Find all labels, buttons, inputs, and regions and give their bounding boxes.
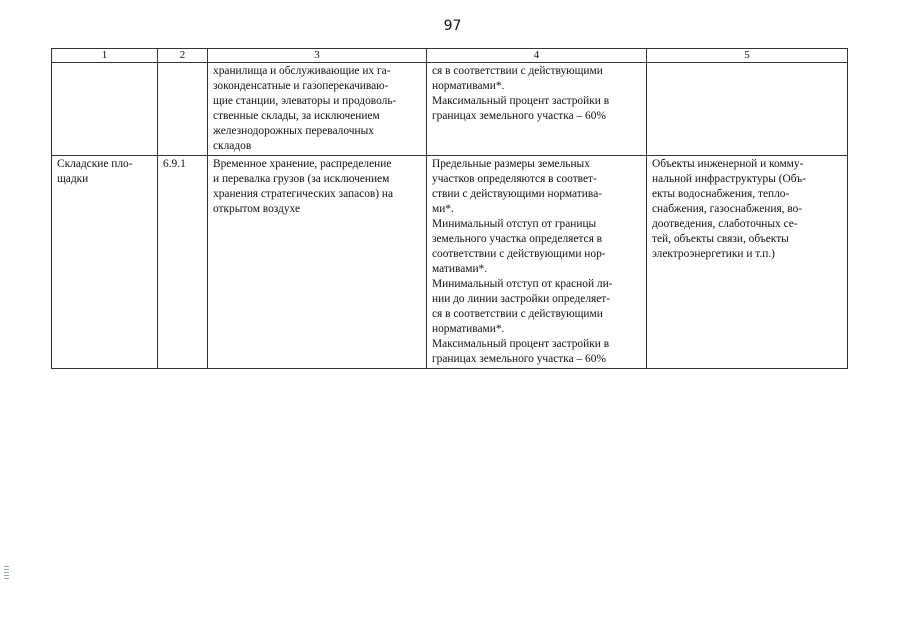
cell-auxiliary-uses [647,63,848,156]
cell-use-code: 6.9.1 [158,156,208,369]
cell-use-description: хранилища и обслуживающие их га- зоконденсатные и газоперекачиваю- щие станции, элеваторы и продоволь- ственные склады, за исключением железнодорожных перевалочных складов [208,63,427,156]
column-header-4: 4 [427,49,647,63]
cell-parameters: ся в соответствии с действующими нормативами*. Максимальный процент застройки в границах земельного участка – 60% [427,63,647,156]
column-header-5: 5 [647,49,848,63]
cell-use-code [158,63,208,156]
cell-use-name [52,63,158,156]
zoning-table [51,48,848,369]
column-header-3: 3 [208,49,427,63]
table-row [52,63,848,156]
scan-edge-mark [4,566,9,580]
cell-use-name: Складские пло- щадки [52,156,158,369]
table-row [52,156,848,369]
header-row [52,49,848,63]
cell-parameters: Предельные размеры земельных участков определяются в соответ- ствии с действующими нормативa- ми*. Минимальный отступ от границы земельного участка определяется в соответствии с действующими нор- мативами*. Минимальный отступ от красной ли- нии до линии застройки определяет- ся в соответствии с действующими нормативами*. Максимальный процент застройки в границах земельного участка – 60% [427,156,647,369]
column-header-1: 1 [52,49,158,63]
cell-use-description: Временное хранение, распределение и перевалка грузов (за исключением хранения стратегических запасов) на открытом воздухе [208,156,427,369]
column-header-2: 2 [158,49,208,63]
cell-auxiliary-uses: Объекты инженерной и комму- нальной инфраструктуры (Объ- екты водоснабжения, тепло- снабжения, газоснабжения, во- доотведения, слаботочных се- тей, объекты связи, объекты электроэнергетики и т.п.) [647,156,848,369]
page-number: 97 [443,18,462,34]
